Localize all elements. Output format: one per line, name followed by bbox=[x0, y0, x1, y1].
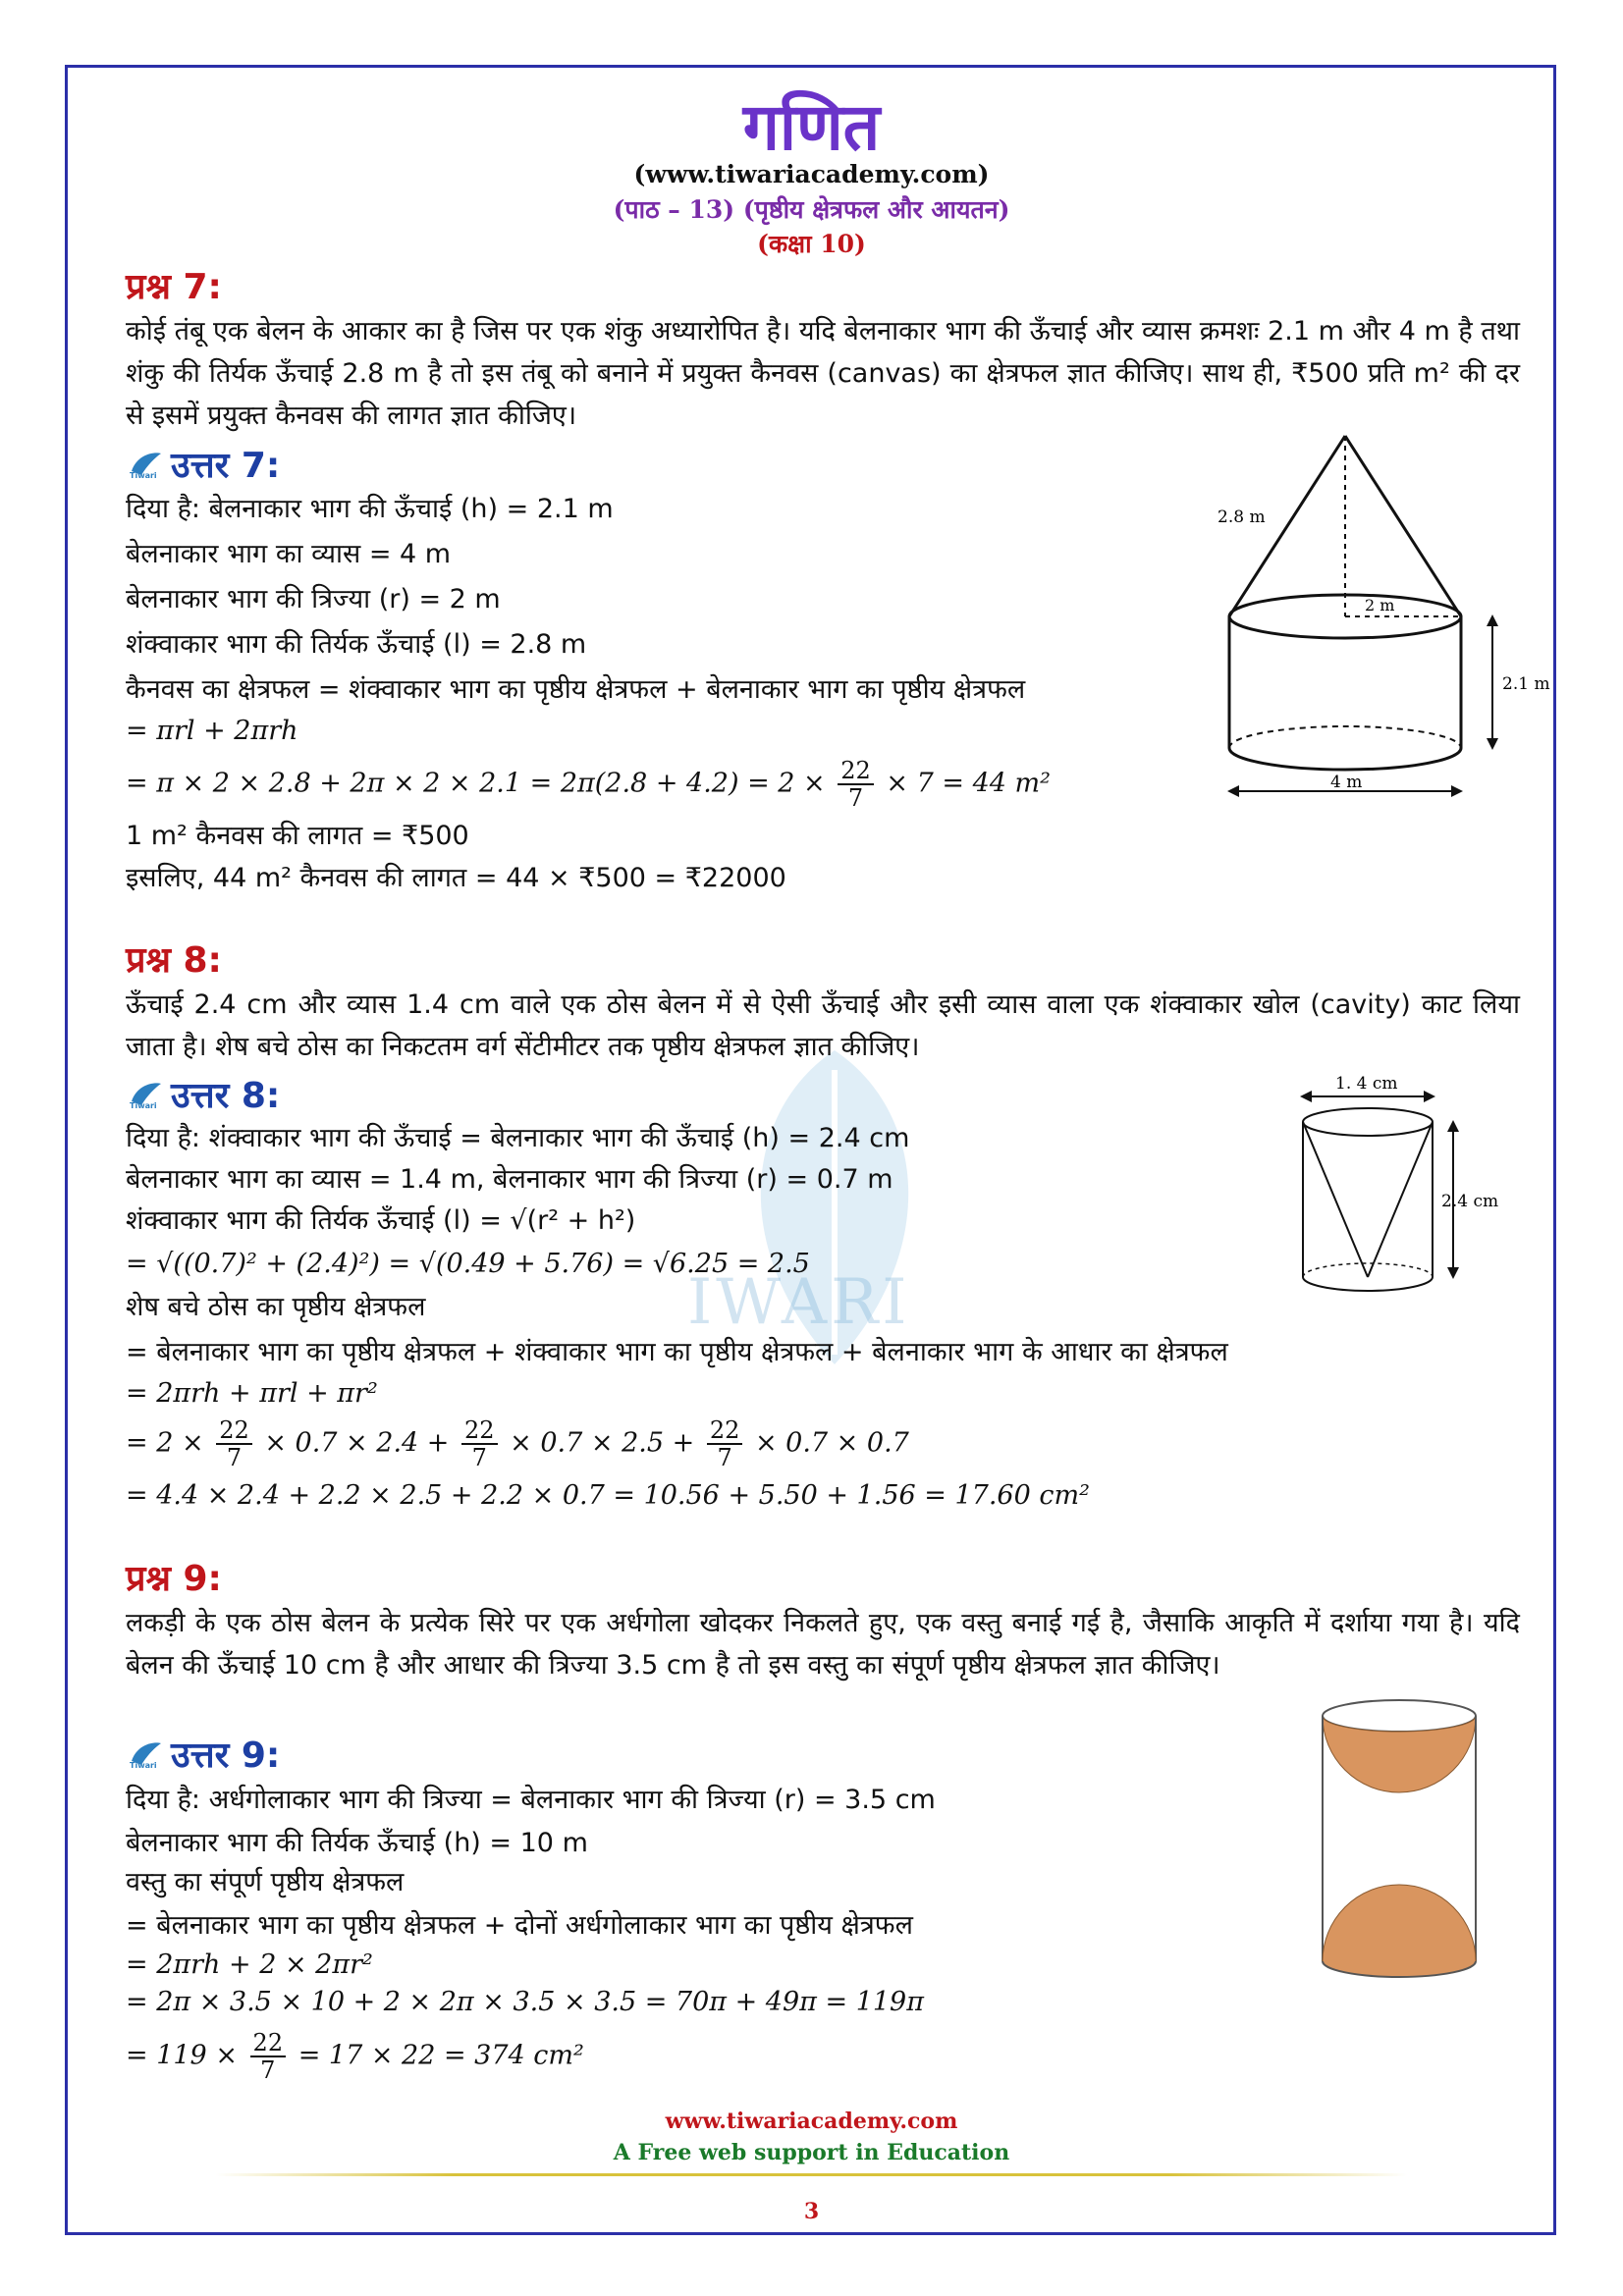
logo-text: Tiwari bbox=[130, 470, 157, 479]
label-height: 2.4 cm bbox=[1441, 1192, 1499, 1211]
answer-9-line: = बेलनाकार भाग का पृष्ठीय क्षेत्रफल + दोनों अर्धगोलाकार भाग का पृष्ठीय क्षेत्रफल bbox=[126, 1910, 913, 1941]
answer-9-heading bbox=[128, 1730, 280, 1778]
answer-8-heading bbox=[128, 1070, 280, 1118]
answer-8-line: शेष बचे ठोस का पृष्ठीय क्षेत्रफल bbox=[126, 1292, 426, 1322]
logo-text: Tiwari bbox=[130, 1100, 157, 1109]
watermark-text: IWARI bbox=[687, 1266, 911, 1339]
cylinder-hemisphere-figure bbox=[1306, 1696, 1492, 1981]
logo-icon bbox=[128, 1080, 165, 1109]
question-8-text: ऊँचाई 2.4 cm और व्यास 1.4 cm वाले एक ठोस बेलन में से ऐसी ऊँचाई और इसी व्यास वाला एक शंक्वाकार खोल (cavity) काट लिया जाता है। शेष बचे ठोस का निकटतम वर्ग सेंटीमीटर तक पृष्ठीय क्षेत्रफल ज्ञात कीजिए। bbox=[126, 989, 1520, 1062]
logo-icon bbox=[128, 450, 165, 479]
question-9-heading: प्रश्न 9: bbox=[126, 1559, 222, 1599]
answer-7-line: कैनवस का क्षेत्रफल = शंक्वाकार भाग का पृष्ठीय क्षेत्रफल + बेलनाकार भाग का पृष्ठीय क्षेत्रफल bbox=[126, 674, 1026, 705]
question-7-text: कोई तंबू एक बेलन के आकार का है जिस पर एक शंकु अध्यारोपित है। यदि बेलनाकार भाग की ऊँचाई और व्यास क्रमशः 2.1 m और 4 m है तथा शंकु की तिर्यक ऊँचाई 2.8 m है तो इस तंबू को बनाने में प्रयुक्त कैनवस (canvas) का क्षेत्रफल ज्ञात कीजिए। साथ ही, ₹500 प्रति m² की दर से इसमें प्रयुक्त कैनवस की लागत ज्ञात कीजिए। bbox=[126, 316, 1520, 431]
cylinder-cavity-figure bbox=[1276, 1075, 1512, 1310]
label-diameter: 4 m bbox=[1330, 773, 1363, 792]
question-8-heading: प्रश्न 8: bbox=[126, 940, 222, 981]
fraction-22-7: $\frac{22}{7}$ bbox=[216, 1417, 252, 1470]
label-radius: 2 m bbox=[1365, 596, 1395, 614]
website-url: (www.tiwariacademy.com) bbox=[633, 160, 990, 188]
answer-9-line: वस्तु का संपूर्ण पृष्ठीय क्षेत्रफल bbox=[126, 1867, 405, 1897]
answer-8-line: = बेलनाकार भाग का पृष्ठीय क्षेत्रफल + शंक्वाकार भाग का पृष्ठीय क्षेत्रफल + बेलनाकार भाग के आधार का क्षेत्रफल bbox=[126, 1337, 1228, 1367]
footer-url: www.tiwariacademy.com bbox=[665, 2109, 958, 2134]
page-number: 3 bbox=[803, 2199, 820, 2224]
answer-7-line: बेलनाकार भाग का व्यास = 4 m bbox=[126, 539, 452, 569]
answer-8-result: = 4.4 × 2.4 + 2.2 × 2.5 + 2.2 × 0.7 = 10.56 + 5.50 + 1.56 = 17.60 cm² bbox=[126, 1480, 1090, 1511]
label-height: 2.1 m bbox=[1502, 674, 1550, 694]
answer-9-label: उत्तर 9: bbox=[171, 1735, 281, 1776]
answer-9-result: = 119 × $\frac{22}{7}$ = 17 × 22 = 374 cm² bbox=[126, 2029, 584, 2084]
answer-9-line: = 2π × 3.5 × 10 + 2 × 2π × 3.5 × 3.5 = 70π + 49π = 119π bbox=[126, 1987, 924, 2017]
answer-8-line: बेलनाकार भाग का व्यास = 1.4 m, बेलनाकार भाग की त्रिज्या (r) = 0.7 m bbox=[126, 1164, 893, 1195]
answer-8-label: उत्तर 8: bbox=[171, 1076, 281, 1116]
question-9-text: लकड़ी के एक ठोस बेलन के प्रत्येक सिरे पर एक अर्धगोला खोदकर निकलते हुए, एक वस्तु बनाई गई है, जैसाकि आकृति में दर्शाया गया है। यदि बेलन की ऊँचाई 10 cm है और आधार की त्रिज्या 3.5 cm है तो इस वस्तु का संपूर्ण पृष्ठीय क्षेत्रफल ज्ञात कीजिए। bbox=[126, 1608, 1520, 1681]
answer-8-calculation: = 2 × $\frac{22}{7}$ × 0.7 × 2.4 + $\frac{22}{7}$ × 0.7 × 2.5 + $\frac{22}{7}$ × 0.7 × 0.7 bbox=[126, 1416, 909, 1471]
label-slant: 2.8 m bbox=[1217, 507, 1266, 527]
page-title: गणित bbox=[742, 89, 881, 165]
fraction-22-7: $\frac{22}{7}$ bbox=[838, 758, 874, 811]
chapter-title: (पाठ – 13) (पृष्ठीय क्षेत्रफल और आयतन) bbox=[613, 195, 1010, 224]
logo-text: Tiwari bbox=[130, 1760, 157, 1769]
answer-8-line: शंक्वाकार भाग की तिर्यक ऊँचाई (l) = √(r² + h²) bbox=[126, 1205, 636, 1236]
answer-7-formula: = πrl + 2πrh bbox=[126, 716, 298, 746]
footer-divider bbox=[216, 2173, 1407, 2176]
answer-9-line: बेलनाकार भाग की तिर्यक ऊँचाई (h) = 10 m bbox=[126, 1828, 588, 1858]
fraction-22-7: $\frac{22}{7}$ bbox=[461, 1417, 498, 1470]
class-label: (कक्षा 10) bbox=[757, 230, 866, 258]
answer-7-cost-line: 1 m² कैनवस की लागत = ₹500 bbox=[126, 821, 469, 851]
question-7-heading: प्रश्न 7: bbox=[126, 267, 222, 307]
answer-9-line: दिया है: अर्धगोलाकार भाग की त्रिज्या = बेलनाकार भाग की त्रिज्या (r) = 3.5 cm bbox=[126, 1785, 936, 1815]
logo-icon bbox=[128, 1739, 165, 1769]
answer-7-line: बेलनाकार भाग की त्रिज्या (r) = 2 m bbox=[126, 584, 501, 614]
answer-9-formula: = 2πrh + 2 × 2πr² bbox=[126, 1949, 373, 1980]
answer-7-heading bbox=[128, 440, 280, 488]
answer-8-line: = √((0.7)² + (2.4)²) = √(0.49 + 5.76) = √6.25 = 2.5 bbox=[126, 1249, 810, 1279]
answer-8-line: दिया है: शंक्वाकार भाग की ऊँचाई = बेलनाकार भाग की ऊँचाई (h) = 2.4 cm bbox=[126, 1123, 910, 1153]
fraction-22-7: $\frac{22}{7}$ bbox=[250, 2030, 287, 2083]
label-diameter: 1. 4 cm bbox=[1335, 1075, 1398, 1094]
answer-7-line: शंक्वाकार भाग की तिर्यक ऊँचाई (l) = 2.8 m bbox=[126, 629, 587, 660]
fraction-22-7: $\frac{22}{7}$ bbox=[707, 1417, 743, 1470]
answer-7-line: दिया है: बेलनाकार भाग की ऊँचाई (h) = 2.1 m bbox=[126, 494, 614, 524]
tent-figure bbox=[1208, 432, 1571, 815]
answer-7-label: उत्तर 7: bbox=[171, 446, 281, 486]
answer-7-calculation: = π × 2 × 2.8 + 2π × 2 × 2.1 = 2π(2.8 + 4.2) = 2 × $\frac{22}{7}$ × 7 = 44 m² bbox=[126, 757, 1051, 812]
footer-tagline: A Free web support in Education bbox=[613, 2140, 1010, 2165]
answer-8-formula: = 2πrh + πrl + πr² bbox=[126, 1378, 378, 1409]
answer-7-cost-result: इसलिए, 44 m² कैनवस की लागत = 44 × ₹500 = ₹22000 bbox=[126, 863, 786, 893]
